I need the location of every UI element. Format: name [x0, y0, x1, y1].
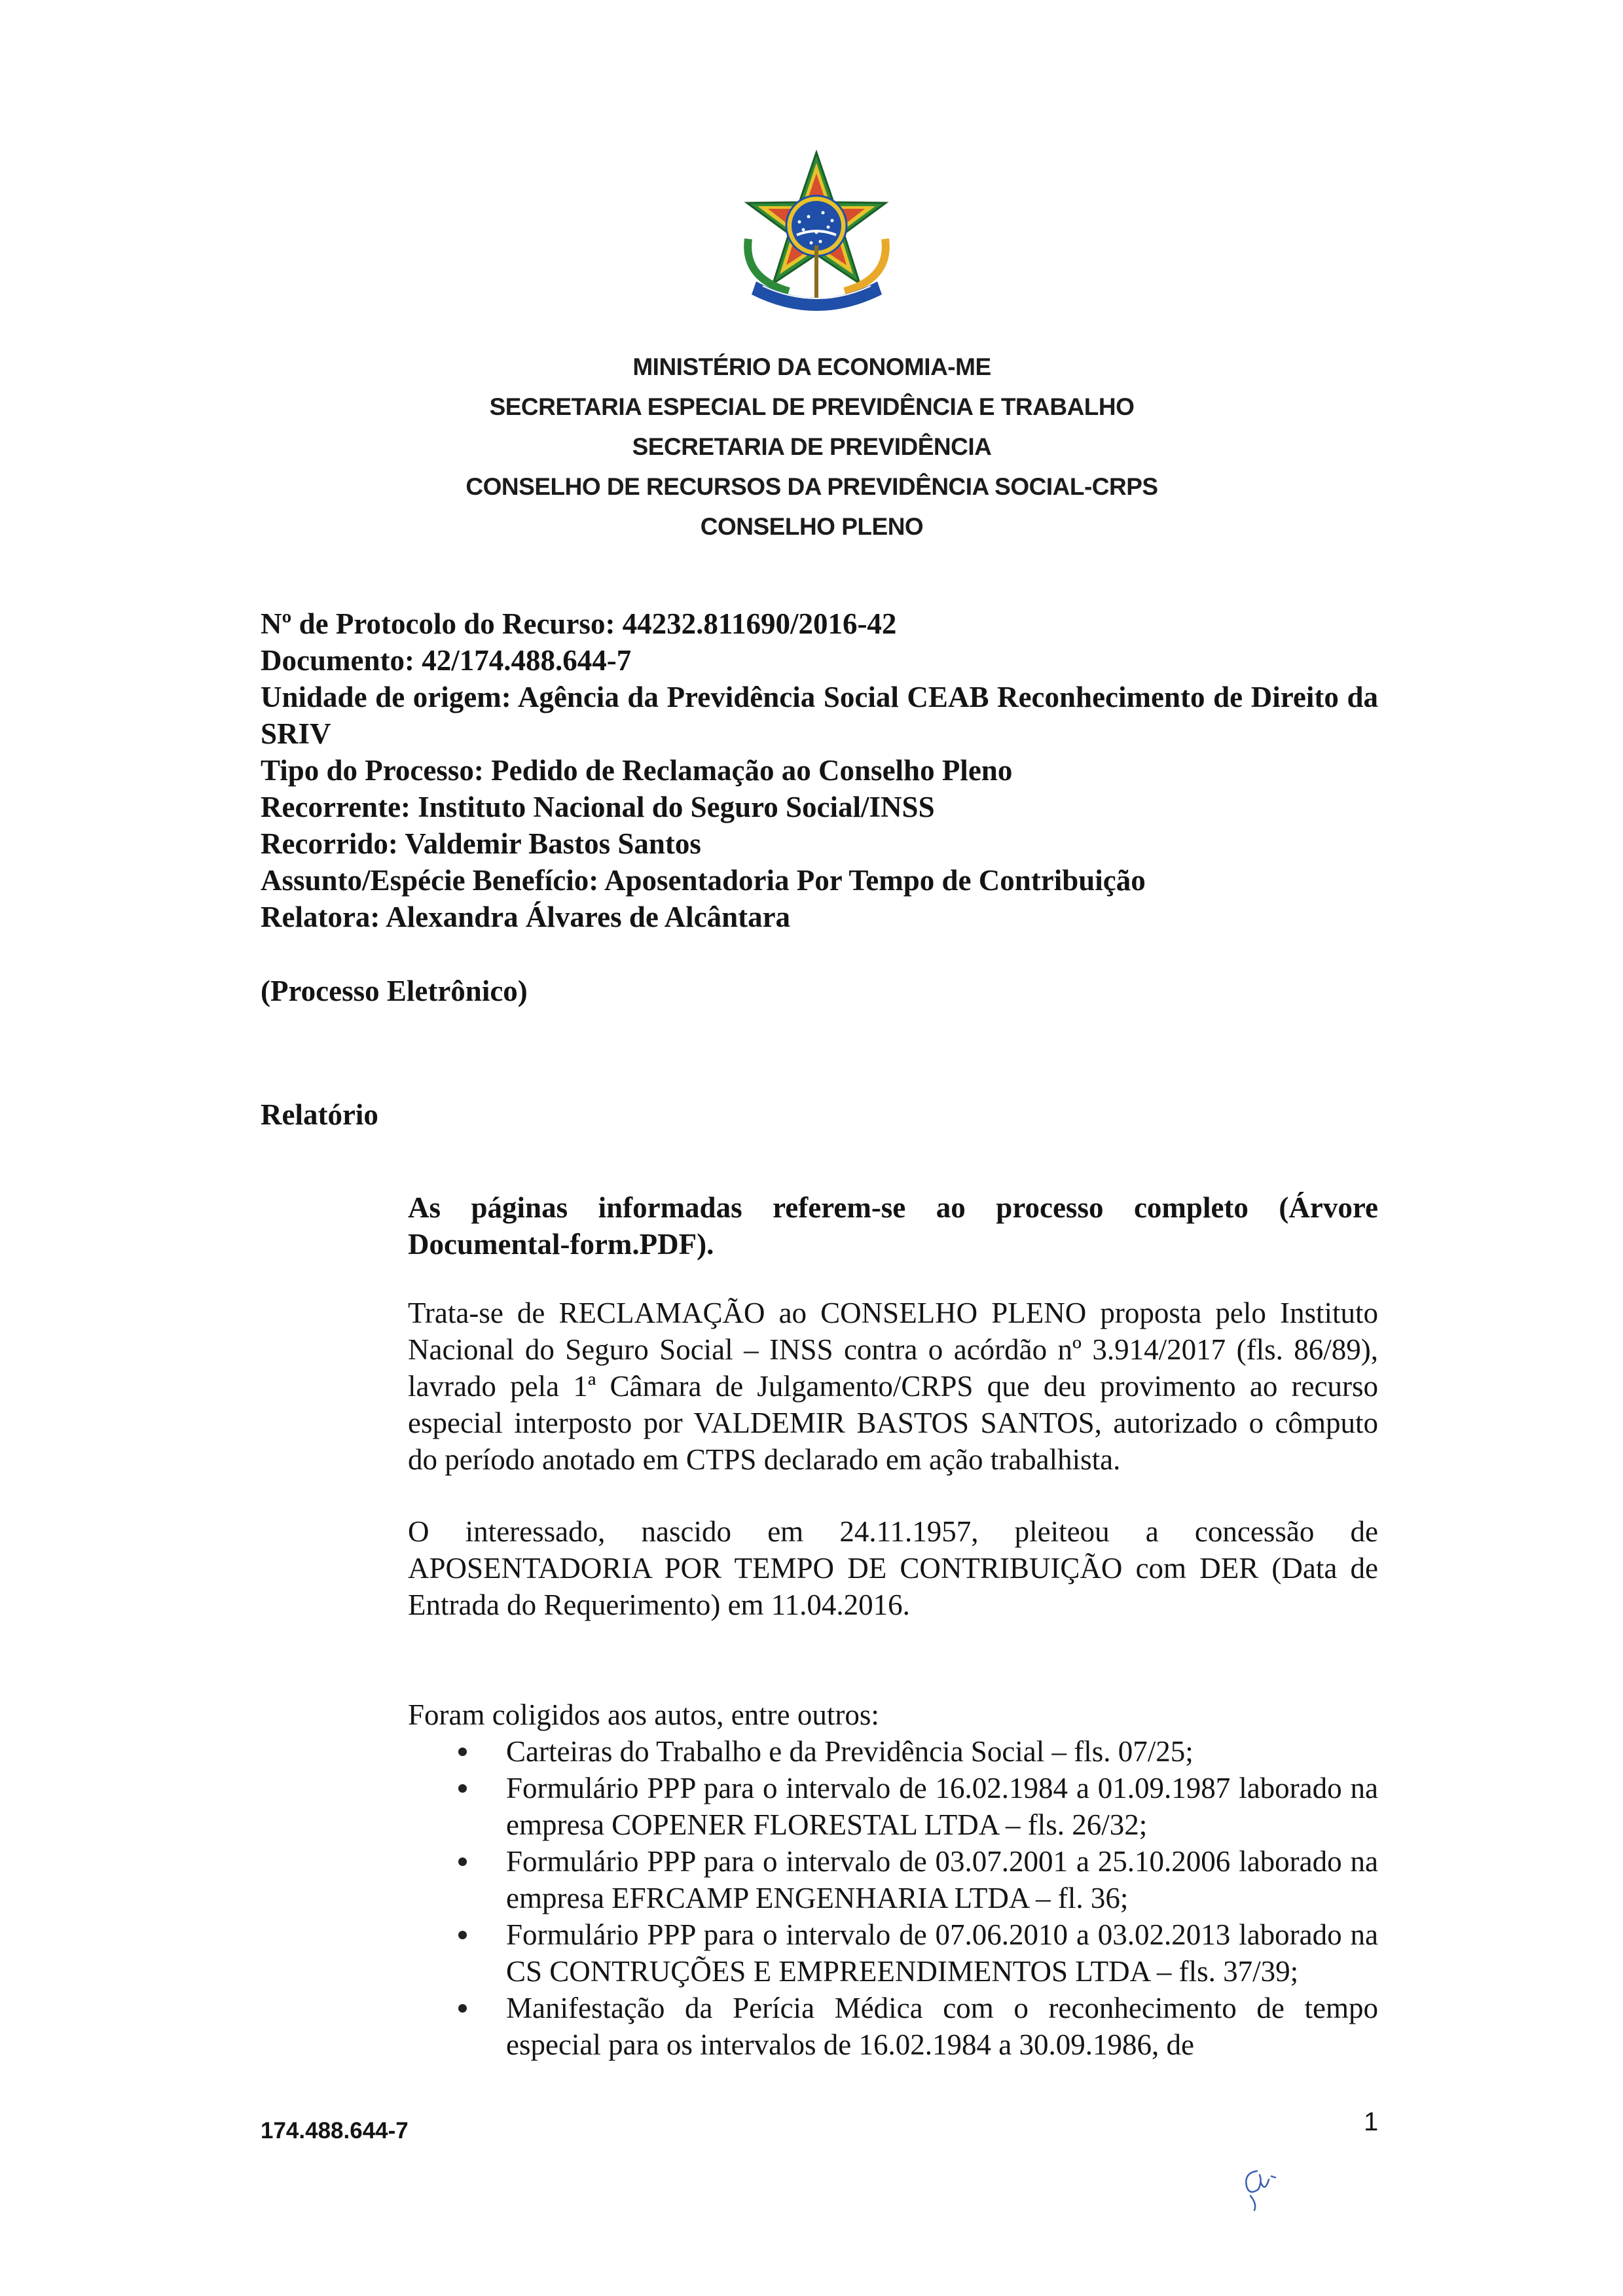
paragraph-reclamacao-text: Trata-se de RECLAMAÇÃO ao CONSELHO PLENO proposta pelo Instituto Nacional do Seguro Social – INSS contra o acórdão nº 3.914/2017 (fls. 86/89), lavrado pela 1ª Câmara de Julgamento/CRPS que deu provimento ao recurso especial interposto por VALDEMIR BASTOS SANTOS, autorizado o cômputo do período anotado em CTPS declarado em ação trabalhista. — [408, 1297, 1378, 1476]
meta-relatora: Relatora: Alexandra Álvares de Alcântara — [261, 901, 791, 933]
page-number: 1 — [1364, 2108, 1379, 2136]
header-line-conselho-pleno: CONSELHO PLENO — [700, 513, 924, 540]
list-item — [261, 1916, 1378, 1990]
header-line-secretaria-previdencia: SECRETARIA DE PREVIDÊNCIA — [632, 433, 992, 460]
bullet-icon — [458, 1857, 467, 1866]
meta-documento: Documento: 42/174.488.644-7 — [261, 644, 632, 677]
paragraph-paginas-text: As páginas informadas referem-se ao processo completo (Árvore Documental-form.PDF). — [408, 1191, 1378, 1261]
list-item-text: Formulário PPP para o intervalo de 07.06.2010 a 03.02.2013 laborado na CS CONTRUÇÕES E EMPREENDIMENTOS LTDA – fls. 37/39; — [506, 1918, 1378, 1988]
meta-unidade: Unidade de origem: Agência da Previdência Social CEAB Reconhecimento de Direito da SRIV — [261, 681, 1378, 750]
footer-document-id: 174.488.644-7 — [261, 2118, 409, 2144]
list-item — [261, 1733, 1378, 1770]
evidence-list-intro: Foram coligidos aos autos, entre outros: — [408, 1698, 879, 1731]
meta-assunto: Assunto/Espécie Benefício: Aposentadoria Por Tempo de Contribuição — [261, 864, 1146, 897]
bullet-icon — [458, 1784, 467, 1793]
meta-protocolo: Nº de Protocolo do Recurso: 44232.811690/2016-42 — [261, 607, 897, 640]
paragraph-interessado — [261, 1513, 1378, 1623]
list-item — [261, 1990, 1378, 2063]
section-title-relatorio: Relatório — [261, 1098, 378, 1131]
paragraph-paginas — [261, 1189, 1378, 1263]
meta-recorrente: Recorrente: Instituto Nacional do Seguro Social/INSS — [261, 791, 935, 823]
list-item-text: Formulário PPP para o intervalo de 16.02.1984 a 01.09.1987 laborado na empresa COPENER FLORESTAL LTDA – fls. 26/32; — [506, 1772, 1378, 1841]
bullet-icon — [458, 1931, 467, 1939]
case-metadata — [261, 605, 1378, 935]
list-item-text: Carteiras do Trabalho e da Previdência Social – fls. 07/25; — [506, 1735, 1194, 1768]
list-item-text: Manifestação da Perícia Médica com o reconhecimento de tempo especial para os intervalos de 16.02.1984 a 30.09.1986, de — [506, 1992, 1378, 2061]
bullet-icon — [458, 1748, 467, 1756]
ministry-header — [262, 347, 1362, 547]
evidence-list — [261, 1696, 1378, 2063]
header-line-secretaria-especial: SECRETARIA ESPECIAL DE PREVIDÊNCIA E TRABALHO — [489, 393, 1135, 420]
paragraph-interessado-text: O interessado, nascido em 24.11.1957, pleiteou a concessão de APOSENTADORIA POR TEMPO DE CONTRIBUIÇÃO com DER (Data de Entrada do Requerimento) em 11.04.2016. — [408, 1515, 1378, 1621]
list-item — [261, 1843, 1378, 1916]
brazil-coat-of-arms-icon — [730, 147, 903, 321]
header-line-conselho-recursos: CONSELHO DE RECURSOS DA PREVIDÊNCIA SOCIAL-CRPS — [465, 473, 1158, 500]
list-item — [261, 1770, 1378, 1843]
processo-eletronico-label: (Processo Eletrônico) — [261, 975, 528, 1007]
meta-tipo: Tipo do Processo: Pedido de Reclamação ao Conselho Pleno — [261, 754, 1013, 787]
bullet-icon — [458, 2004, 467, 2013]
header-line-ministry: MINISTÉRIO DA ECONOMIA-ME — [632, 353, 991, 380]
paragraph-reclamacao — [261, 1295, 1378, 1478]
list-item-text: Formulário PPP para o intervalo de 03.07.2001 a 25.10.2006 laborado na empresa EFRCAMP ENGENHARIA LTDA – fl. 36; — [506, 1845, 1378, 1914]
meta-recorrido: Recorrido: Valdemir Bastos Santos — [261, 827, 701, 860]
handwritten-initials-icon — [1231, 2157, 1290, 2215]
